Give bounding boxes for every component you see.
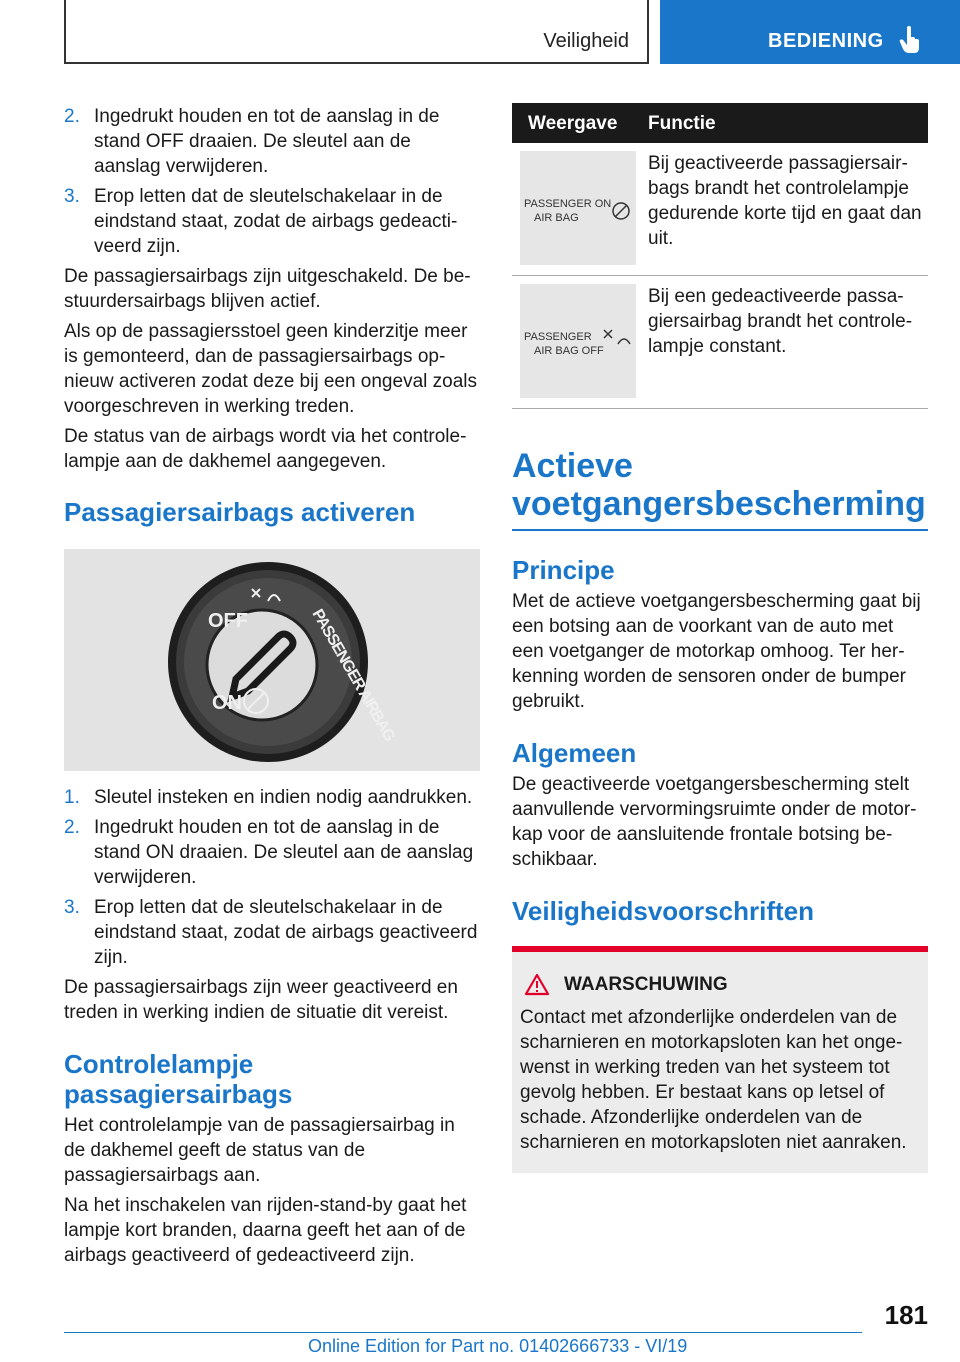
step-text: Erop letten dat de sleutelschakelaar in de eindstand staat, zodat de airbags gedeactiveerd zijn.: [94, 186, 458, 257]
edition-footer: Online Edition for Part no. 01402666733 - VI/19: [308, 1336, 688, 1356]
lamp-line1: PASSENGER ON: [524, 198, 612, 210]
paragraph: Als op de passagiersstoel geen kinderzitje meer is gemonteerd, dan de passagiersairbags opnieuw activeren zodat deze bij een ongeval zoals voorgeschreven in werking treden.: [64, 321, 477, 417]
right-column: [512, 103, 928, 1173]
header-frame: [64, 0, 649, 64]
table-cell: Bij een gedeactiveerde passagiersairbag brandt het controlelampje constant.: [648, 286, 913, 357]
column-header: Weergave: [528, 112, 618, 134]
key-switch-illustration: [64, 549, 480, 771]
chapter-title: Actieve voetgangersbescherming: [512, 447, 928, 531]
hand-pointer-icon: [898, 26, 922, 54]
ring-text: PASSENGER AIRBAG: [308, 606, 399, 745]
lamp-line2: AIR BAG OFF: [534, 345, 604, 357]
paragraph: De passagiersairbags zijn uitgeschakeld. De bestuurdersairbags blijven actief.: [64, 266, 471, 312]
table-row: [512, 143, 928, 276]
airbag-off-icon: [604, 330, 612, 338]
footer-divider: [64, 1332, 862, 1333]
off-label: OFF: [208, 610, 248, 632]
lamp-line1: PASSENGER: [524, 331, 592, 343]
lamp-on-image: [520, 151, 636, 265]
warning-text: Contact met afzonderlijke onderdelen van de scharnieren en motorkapsloten kan het ongewenst in werking treden van het systeem tot gevolg hebben. Er bestaat kans op letsel of schade. Afzonderlijke onderdelen van de scharnieren en motorkapsloten niet aanraken.: [520, 1007, 907, 1153]
section-heading: Principe: [512, 555, 615, 585]
lamp-line2: AIR BAG: [534, 212, 579, 224]
left-column: [64, 104, 480, 1273]
step-number: 3.: [64, 186, 80, 207]
chapter-tab[interactable]: [660, 0, 960, 64]
table-cell: Bij geactiveerde passagiersairbags brandt het controlelampje gedurende korte tijd en gaat dan uit.: [648, 153, 922, 249]
list-item: [64, 104, 480, 179]
step-text: Erop letten dat de sleutelschakelaar in de eindstand staat, zodat de airbags geactiveerd zijn.: [94, 897, 478, 968]
paragraph: Met de actieve voetgangersbescherming gaat bij een botsing aan de voorkant van de auto met een voetganger de motorkap omhoog. Ter herkenning worden de sensoren onder de bumper gebruikt.: [512, 591, 921, 712]
table-row: [512, 276, 928, 409]
step-number: 3.: [64, 897, 80, 918]
table-header: [512, 103, 928, 143]
column-header: Functie: [648, 112, 716, 134]
chapter-label: BEDIENING: [768, 30, 884, 52]
section-heading: Algemeen: [512, 738, 637, 768]
warning-box: [512, 946, 928, 1173]
paragraph: Het controlelampje van de passagiersairbag in de dakhemel geeft de status van de passagiersairbags aan.: [64, 1115, 455, 1186]
paragraph: De status van de airbags wordt via het controlelampje aan de dakhemel aangegeven.: [64, 426, 467, 472]
paragraph: Na het inschakelen van rijden-stand-by gaat het lampje kort branden, daarna geeft het aan of de airbags geactiveerd of gedeactiveerd zijn.: [64, 1195, 467, 1266]
section-heading: Controlelampje passagiersairbags: [64, 1049, 293, 1109]
paragraph: De geactiveerde voetgangersbescherming stelt aanvullende vervormingsruimte onder de motorkap voor de aansluitende frontale botsing beschikbaar.: [512, 774, 917, 870]
warning-triangle-icon: [524, 973, 550, 996]
section-heading: Veiligheidsvoorschriften: [512, 896, 814, 926]
step-number: 1.: [64, 787, 80, 808]
paragraph: De passagiersairbags zijn weer geactiveerd en treden in werking indien de situatie dit vereist.: [64, 977, 458, 1023]
key-switch-image: [64, 549, 480, 771]
on-label: ON: [212, 692, 242, 714]
step-text: Sleutel insteken en indien nodig aandrukken.: [94, 787, 473, 808]
step-text: Ingedrukt houden en tot de aanslag in de stand OFF draaien. De sleutel aan de aanslag verwijderen.: [94, 106, 440, 177]
step-number: 2.: [64, 106, 80, 127]
list-item: [64, 895, 480, 970]
step-text: Ingedrukt houden en tot de aanslag in de stand ON draaien. De sleutel aan de aanslag verwijderen.: [94, 817, 474, 888]
indicator-table: [512, 103, 928, 409]
list-item: [64, 785, 480, 810]
step-number: 2.: [64, 817, 80, 838]
list-item: [64, 184, 480, 259]
list-item: [64, 815, 480, 890]
page-number: 181: [884, 1300, 928, 1330]
section-heading: Passagiersairbags activeren: [64, 497, 416, 527]
lamp-off-image: [520, 284, 636, 398]
warning-title: WAARSCHUWING: [564, 974, 728, 995]
section-title: Veiligheid: [543, 30, 629, 52]
